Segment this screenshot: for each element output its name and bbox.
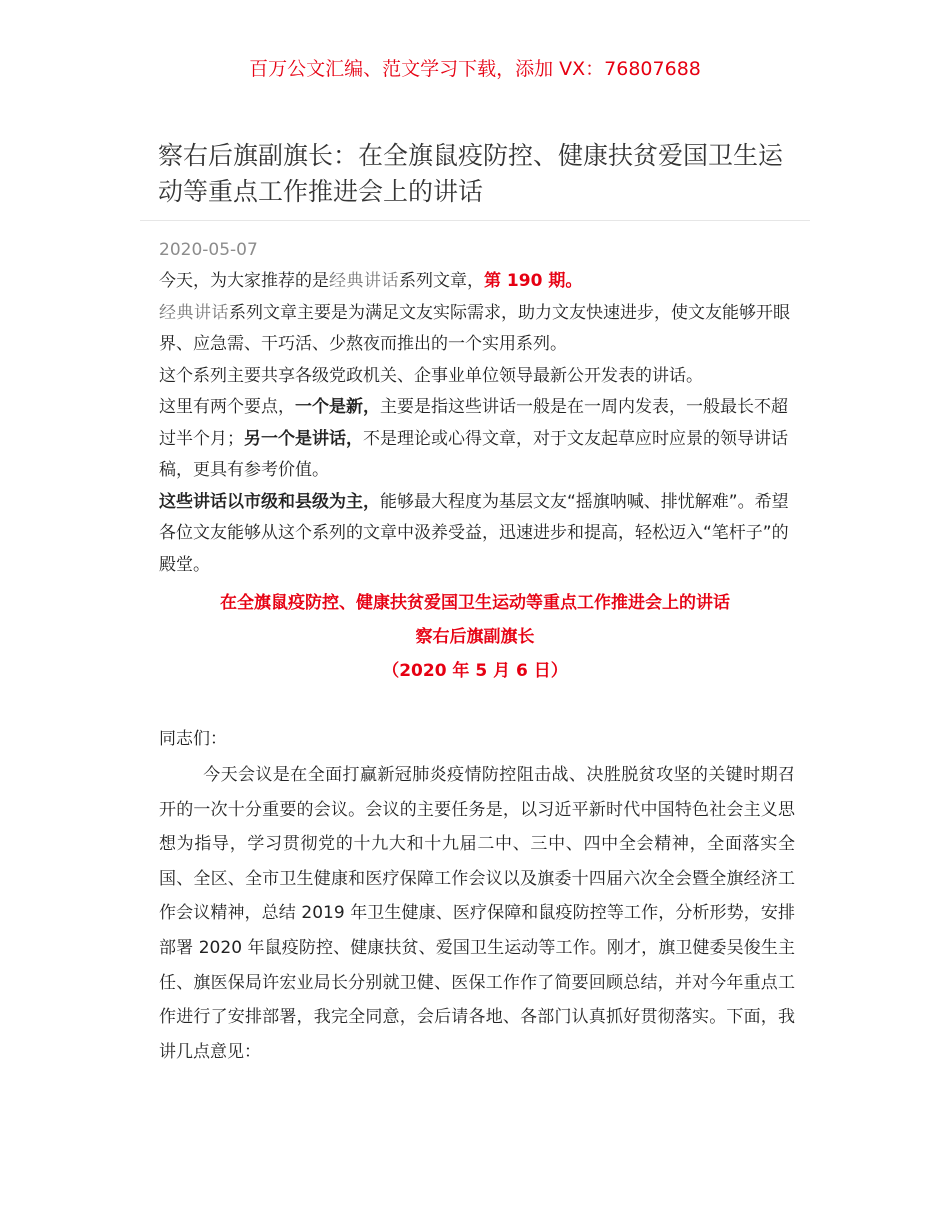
intro-text: 系列文章主要是为满足文友实际需求，助力文友快速进步，使文友能够开眼界、应急需、干巧活、少熬夜而推出的一个实用系列。 — [159, 302, 790, 354]
issue-number: 第 190 期。 — [484, 271, 583, 291]
intro-text: 系列文章， — [399, 271, 484, 291]
key-point-speech: 另一个是讲话， — [244, 428, 363, 449]
promo-banner: 百万公文汇编、范文学习下载，添加 VX：76807688 — [249, 58, 701, 80]
speech-speaker: 察右后旗副旗长 — [415, 627, 535, 647]
intro-text: 不是理论或心得文章，对于文友起草应时应景的领导讲话稿，更具有参考价值。 — [159, 428, 788, 480]
intro-text: 这里有两个要点， — [159, 397, 295, 417]
series-introduction — [159, 266, 795, 581]
intro-text: 能够最大程度为基层文友“摇旗呐喊、排忧解难”。希望各位文友能够从这个系列的文章中汲养受益，迅速进步和提高，轻松迈入“笔杆子”的殿堂。 — [159, 491, 789, 575]
key-point-new: 一个是新， — [295, 397, 380, 417]
speech-heading: 在全旗鼠疫防控、健康扶贫爱国卫生运动等重点工作推进会上的讲话 — [220, 593, 730, 613]
key-point-level: 这些讲话以市级和县级为主， — [159, 491, 380, 512]
series-name: 经典讲话 — [159, 302, 229, 323]
speech-paragraph: 今天会议是在全面打赢新冠肺炎疫情防控阻击战、决胜脱贫攻坚的关键时期召开的一次十分重要的会议。会议的主要任务是，以习近平新时代中国特色社会主义思想为指导，学习贯彻党的十九大和十九届二中、三中、四中全会精神，全面落实全国、全区、全市卫生健康和医疗保障工作会议以及旗委十四届六次全会暨全旗经济工作会议精神，总结 2019 年卫生健康、医疗保障和鼠疫防控等工作，分析形势，安排部署 2020 年鼠疫防控、健康扶贫、爱国卫生运动等工作。刚才，旗卫健委吴俊生主任、旗医保局许宏业局长分别就卫健、医保工作作了简要回顾总结，并对今年重点工作进行了安排部署，我完全同意，会后请各地、各部门认真抓好贯彻落实。下面，我讲几点意见： — [159, 765, 795, 1062]
intro-text: 今天，为大家推荐的是 — [159, 271, 329, 291]
intro-text: 主要是指这些讲话一般是在一周内发表，一般最长不超过半个月； — [159, 397, 788, 449]
intro-paragraph-1 — [159, 266, 795, 298]
title-divider — [140, 220, 810, 221]
speech-header — [150, 586, 800, 688]
intro-paragraph-2 — [159, 298, 795, 361]
speech-date: （2020 年 5 月 6 日） — [382, 661, 568, 681]
intro-paragraph-3: 这个系列主要共享各级党政机关、企事业单位领导最新公开发表的讲话。 — [159, 365, 703, 386]
publish-date: 2020-05-07 — [159, 240, 258, 260]
speech-salutation: 同志们： — [159, 729, 227, 749]
intro-paragraph-4 — [159, 392, 795, 487]
intro-paragraph-5 — [159, 487, 795, 582]
series-name: 经典讲话 — [329, 271, 399, 291]
article-title: 察右后旗副旗长：在全旗鼠疫防控、健康扶贫爱国卫生运动等重点工作推进会上的讲话 — [158, 141, 784, 206]
